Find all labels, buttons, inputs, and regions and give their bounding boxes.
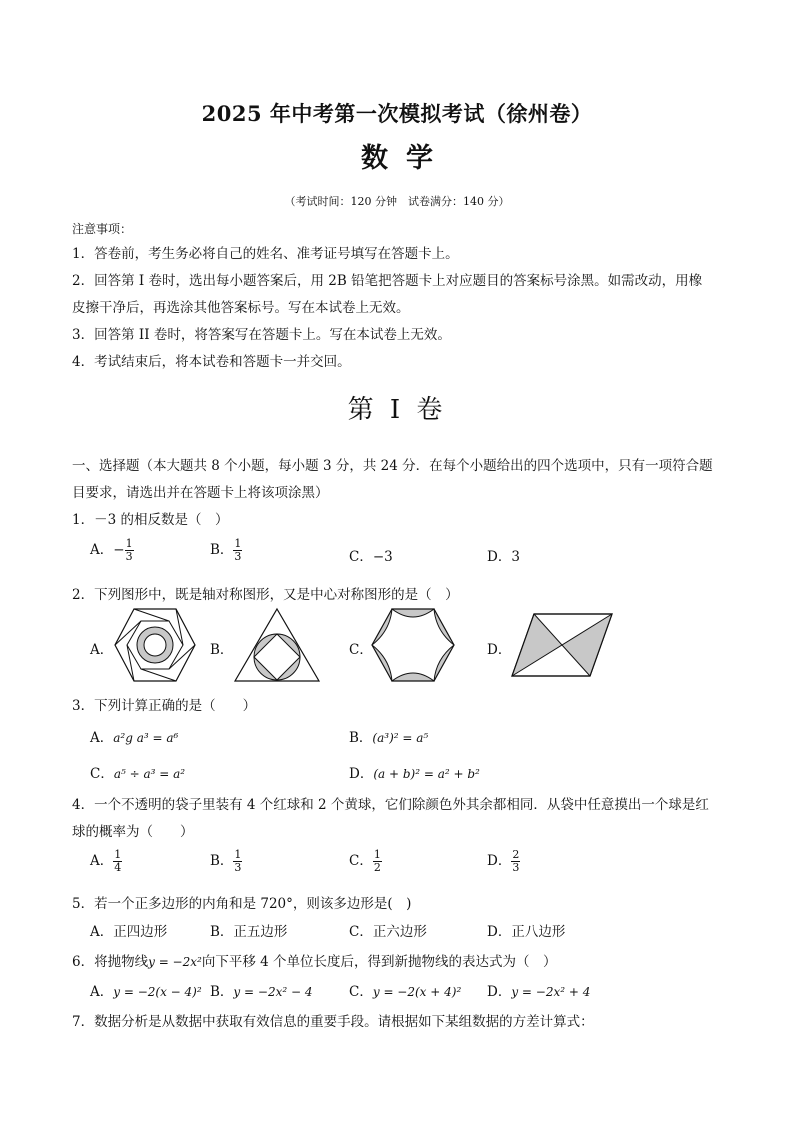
- q5-option-d: D．正八边形: [487, 924, 566, 940]
- q6-option-b: B．y = −2x² − 4: [210, 984, 313, 1000]
- note-item: 1．答卷前，考生务必将自己的姓名、准考证号填写在答题卡上。: [72, 246, 459, 262]
- q1-option-d: D．3: [487, 549, 520, 565]
- subject-title: 数学: [361, 143, 451, 174]
- note-item: 皮擦干净后，再选涂其他答案标号。写在本试卷上无效。: [72, 300, 410, 316]
- section-title: 第 I 卷: [347, 395, 447, 425]
- q6-option-d: D．y = −2x² + 4: [487, 984, 591, 1000]
- notes-heading: 注意事项：: [72, 222, 133, 236]
- note-item: 4．考试结束后，将本试卷和答题卡一并交回。: [72, 354, 351, 370]
- q3-stem: 3．下列计算正确的是（ ）: [72, 698, 257, 714]
- q4-option-d: D． $\frac{2}{3}$: [487, 848, 520, 874]
- q3-option-d: D．(a + b)² = a² + b²: [349, 766, 480, 782]
- q4-option-a: A． $\frac{1}{4}$: [90, 848, 122, 874]
- q2-option-b-label: B．: [210, 642, 234, 658]
- exam-info: （考试时间：120 分钟 试卷满分：140 分）: [284, 195, 510, 208]
- note-item: 2．回答第 I 卷时，选出每小题答案后，用 2B 铅笔把答题卡上对应题目的答案标号涂黑。如需改动，用橡: [72, 273, 703, 289]
- q1-option-a: A．− $\frac{1}{3}$: [90, 537, 133, 563]
- q4-stem: 4．一个不透明的袋子里装有 4 个红球和 2 个黄球，它们除颜色外其余都相同．从袋中任意摸出一个球是红: [72, 797, 709, 813]
- q1-stem: 1．－3 的相反数是（ ）: [72, 512, 229, 528]
- part-heading: 目要求，请选出并在答题卡上将该项涂黑）: [72, 485, 329, 501]
- q4-stem: 球的概率为（ ）: [72, 824, 194, 840]
- q5-option-a: A．正四边形: [90, 924, 168, 940]
- hexagon-arcs-figure: [370, 607, 456, 683]
- q6-option-c: C．y = −2(x + 4)²: [349, 984, 462, 1000]
- q1-option-c: C．−3: [349, 549, 393, 565]
- q7-stem: 7．数据分析是从数据中获取有效信息的重要手段。请根据如下某组数据的方差计算式：: [72, 1014, 594, 1030]
- q3-option-a: A．a²g a³ = a⁶: [90, 730, 179, 746]
- q6-stem: 6．将抛物线y = −2x²向下平移 4 个单位长度后，得到新抛物线的表达式为（ ）: [72, 954, 557, 970]
- q2-option-a-label: A．: [90, 642, 114, 658]
- part-heading: 一、选择题（本大题共 8 个小题，每小题 3 分，共 24 分．在每个小题给出的四个选项中，只有一项符合题: [72, 458, 713, 474]
- exam-title: 2025 年中考第一次模拟考试（徐州卷）: [201, 101, 593, 126]
- q2-option-d-label: D．: [487, 642, 512, 658]
- q3-option-c: C．a⁵ ÷ a³ = a²: [90, 766, 186, 782]
- q4-option-c: C． $\frac{1}{2}$: [349, 848, 381, 874]
- parallelogram-figure: [510, 612, 614, 678]
- q5-option-c: C．正六边形: [349, 924, 427, 940]
- q4-option-b: B． $\frac{1}{3}$: [210, 848, 242, 874]
- q5-option-b: B．正五边形: [210, 924, 288, 940]
- triangle-circle-square-figure: [233, 607, 321, 683]
- note-item: 3．回答第 II 卷时，将答案写在答题卡上。写在本试卷上无效。: [72, 327, 451, 343]
- q2-option-c-label: C．: [349, 642, 373, 658]
- hexagon-pinwheel-figure: [113, 607, 197, 683]
- q3-option-b: B．(a³)² = a⁵: [349, 730, 429, 746]
- q5-stem: 5．若一个正多边形的内角和是 720°，则该多边形是( ): [72, 896, 412, 912]
- q2-stem: 2．下列图形中，既是轴对称图形，又是中心对称图形的是（ ）: [72, 587, 459, 603]
- q6-option-a: A．y = −2(x − 4)²: [90, 984, 202, 1000]
- q1-option-b: B． $\frac{1}{3}$: [210, 537, 242, 563]
